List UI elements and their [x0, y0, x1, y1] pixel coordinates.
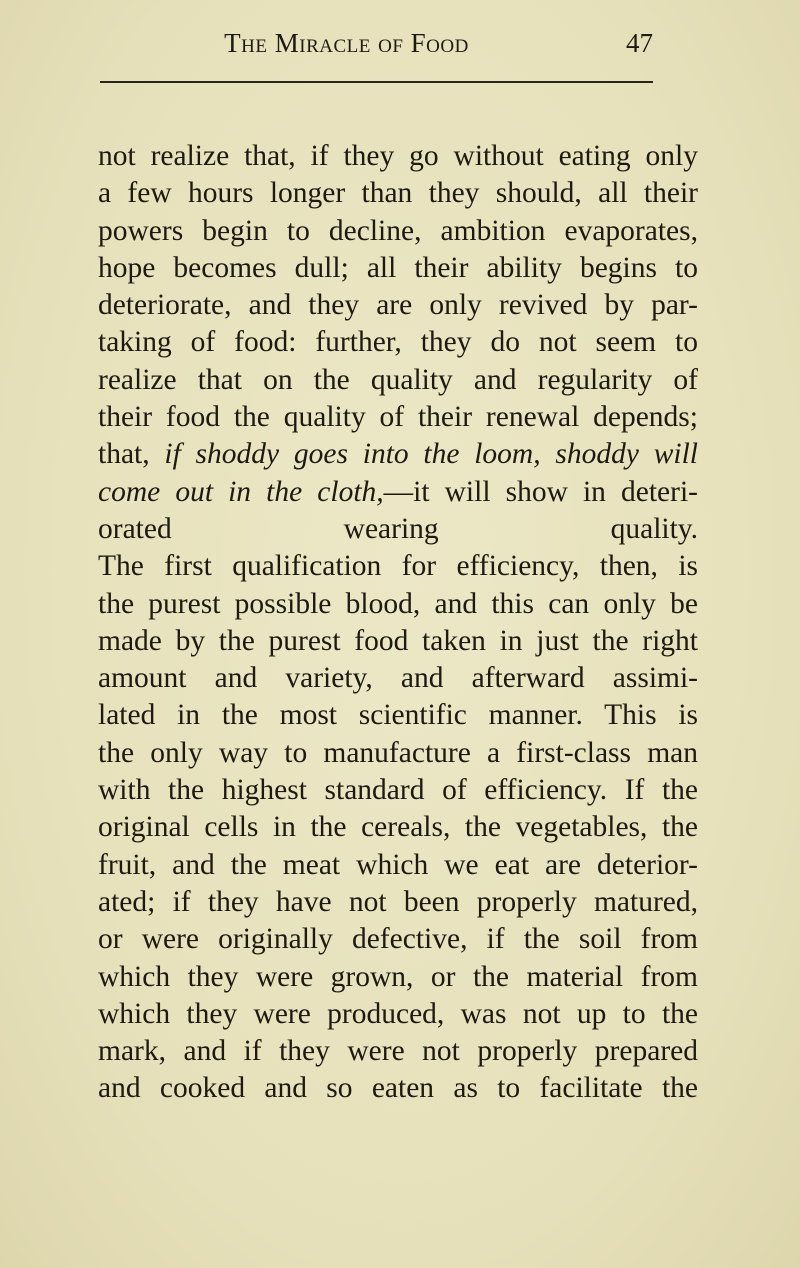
text-segment: deteriorate, and they are only revived by par- [98, 289, 698, 322]
text-segment: which they were produced, was not up to the [98, 997, 698, 1030]
italic-text: come out in the cloth, [98, 475, 384, 508]
italic-text: if shoddy goes into the loom, shoddy will [164, 438, 698, 471]
text-segment: —it will show in deteri- [383, 475, 698, 508]
text-segment: or were originally defective, if the soil from [98, 923, 698, 956]
running-title: The Miracle of Food [224, 28, 469, 58]
text-line [98, 399, 698, 436]
text-segment: which they were grown, or the material from [98, 960, 698, 993]
text-line [98, 697, 698, 734]
text-segment: a few hours longer than they should, all their [98, 177, 698, 210]
text-segment: powers begin to decline, ambition evaporates, [98, 214, 698, 247]
text-segment: the only way to manufacture a first-class man [98, 736, 698, 769]
text-segment: their food the quality of their renewal depends; [98, 401, 698, 434]
text-segment: orated wearing quality. [98, 512, 698, 545]
text-line [98, 959, 698, 996]
text-line [98, 809, 698, 846]
text-line [98, 847, 698, 884]
text-line [98, 586, 698, 623]
text-segment: original cells in the cereals, the vegetables, the [98, 811, 698, 844]
text-segment: The first qualification for efficiency, then, is [98, 550, 698, 583]
text-segment: not realize that, if they go without eating only [98, 140, 698, 172]
text-line [98, 474, 698, 511]
text-line [98, 138, 698, 175]
text-line [98, 996, 698, 1033]
text-segment: ated; if they have not been properly matured, [98, 885, 698, 918]
text-segment: with the highest standard of efficiency. If the [98, 774, 698, 807]
text-line [98, 921, 698, 958]
text-line [98, 250, 698, 287]
text-segment: amount and variety, and afterward assimi- [98, 662, 698, 695]
text-line [98, 884, 698, 921]
text-line [98, 287, 698, 324]
running-header [100, 20, 653, 70]
text-line [98, 1033, 698, 1070]
text-segment: fruit, and the meat which we eat are deterior- [98, 848, 698, 881]
text-segment: hope becomes dull; all their ability begins to [98, 251, 698, 284]
text-segment: made by the purest food taken in just the right [98, 624, 698, 657]
text-line [98, 324, 698, 361]
text-line [98, 735, 698, 772]
text-segment: and cooked and so eaten as to facilitate the [98, 1072, 698, 1105]
text-line [98, 660, 698, 697]
header-rule [100, 81, 653, 83]
text-line [98, 511, 698, 548]
text-line [98, 548, 698, 585]
page-number: 47 [626, 28, 653, 58]
text-line [98, 772, 698, 809]
text-line [98, 436, 698, 473]
text-segment: that, [98, 438, 165, 471]
text-line [98, 1070, 698, 1107]
text-segment: mark, and if they were not properly prepared [98, 1035, 698, 1068]
text-segment: realize that on the quality and regularity of [98, 363, 698, 396]
text-segment: the purest possible blood, and this can only be [98, 587, 698, 620]
text-line [98, 213, 698, 250]
text-line [98, 362, 698, 399]
body-text [98, 138, 698, 1108]
text-line [98, 623, 698, 660]
text-segment: taking of food: further, they do not seem to [98, 326, 698, 359]
text-segment: lated in the most scientific manner. This is [98, 699, 698, 732]
text-line [98, 175, 698, 212]
